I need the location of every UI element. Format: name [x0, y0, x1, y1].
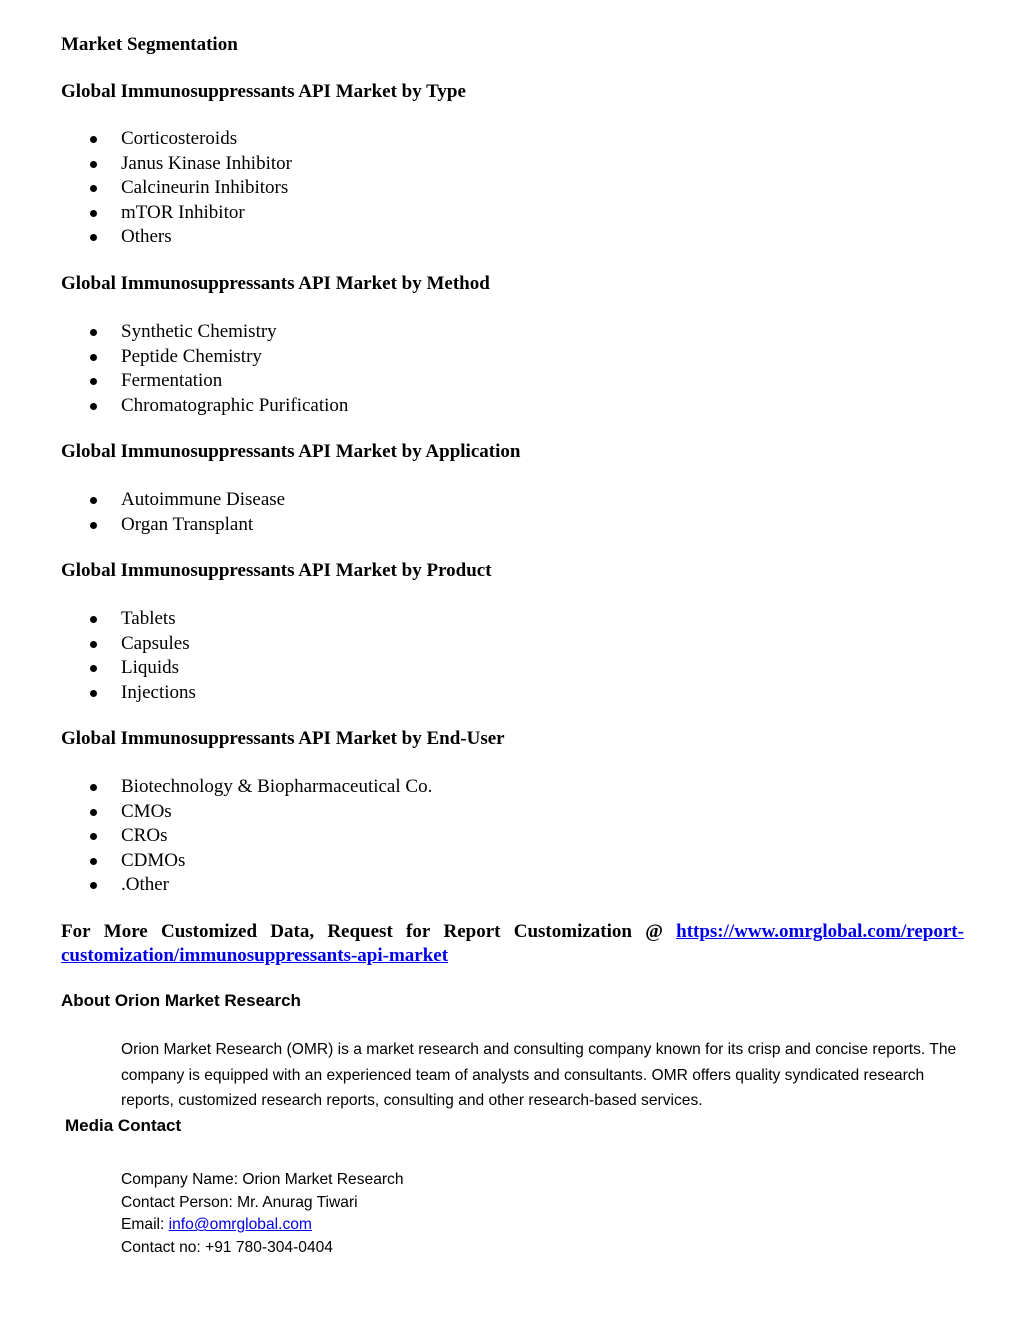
bullet-icon	[90, 665, 97, 672]
bullet-icon	[90, 858, 97, 865]
cta-word: Customization	[513, 921, 632, 942]
list-item: CMOs	[61, 800, 432, 825]
section-heading-end-user: Global Immunosuppressants API Market by End-User	[61, 728, 505, 749]
bullet-icon	[90, 354, 97, 361]
bullet-icon	[90, 136, 97, 143]
list-end-user	[61, 775, 432, 898]
list-item: Liquids	[61, 656, 196, 681]
list-item: CDMOs	[61, 849, 432, 874]
bullet-icon	[90, 329, 97, 336]
bullet-icon	[90, 833, 97, 840]
cta-word: @	[645, 921, 663, 942]
bullet-icon	[90, 784, 97, 791]
list-item: Injections	[61, 681, 196, 706]
bullet-icon	[90, 234, 97, 241]
list-product	[61, 607, 196, 705]
bullet-icon	[90, 641, 97, 648]
list-item: Capsules	[61, 632, 196, 657]
about-heading: About Orion Market Research	[61, 991, 301, 1010]
cta-word: Customized	[160, 921, 258, 942]
list-item: mTOR Inhibitor	[61, 201, 292, 226]
list-item: Chromatographic Purification	[61, 394, 348, 419]
list-item: Peptide Chemistry	[61, 345, 348, 370]
email-row	[121, 1214, 404, 1237]
cta-word: Request	[327, 921, 393, 942]
bullet-icon	[90, 210, 97, 217]
list-item: .Other	[61, 873, 432, 898]
list-application	[61, 488, 285, 537]
list-item: Others	[61, 225, 292, 250]
customization-link[interactable]: https://www.omrglobal.com/report-	[676, 921, 964, 942]
bullet-icon	[90, 882, 97, 889]
customization-cta	[61, 920, 964, 968]
list-item: Biotechnology & Biopharmaceutical Co.	[61, 775, 432, 800]
list-method	[61, 320, 348, 418]
bullet-icon	[90, 378, 97, 385]
media-contact-heading: Media Contact	[65, 1116, 182, 1135]
bullet-icon	[90, 690, 97, 697]
list-item: Synthetic Chemistry	[61, 320, 348, 345]
contact-number: Contact no: +91 780-304-0404	[121, 1238, 333, 1256]
bullet-icon	[90, 616, 97, 623]
cta-line-2	[61, 944, 964, 968]
list-item: Organ Transplant	[61, 513, 285, 538]
cta-word: More	[103, 921, 148, 942]
bullet-icon	[90, 403, 97, 410]
company-name: Company Name: Orion Market Research	[121, 1171, 404, 1188]
bullet-icon	[90, 161, 97, 168]
email-link[interactable]: info@omrglobal.com	[168, 1216, 312, 1234]
cta-word: Report	[443, 921, 501, 942]
cta-word: for	[406, 921, 431, 942]
page-title: Market Segmentation	[61, 34, 238, 55]
list-type	[61, 127, 292, 250]
cta-line-1	[61, 920, 964, 944]
bullet-icon	[90, 809, 97, 816]
cta-word: For	[61, 921, 91, 942]
cta-word: Data,	[270, 921, 315, 942]
media-contact-block	[121, 1169, 404, 1259]
contact-person: Contact Person: Mr. Anurag Tiwari	[121, 1193, 358, 1211]
bullet-icon	[90, 522, 97, 529]
list-item: CROs	[61, 824, 432, 849]
list-item: Autoimmune Disease	[61, 488, 285, 513]
about-paragraph: Orion Market Research (OMR) is a market research and consulting company known for its crisp and concise reports. The company is equipped with an experienced team of analysts and consultants. OMR offers quality syndicated research reports, customized research reports, consulting and other research-based services.	[121, 1041, 957, 1109]
section-heading-application: Global Immunosuppressants API Market by Application	[61, 441, 521, 462]
bullet-icon	[90, 497, 97, 504]
bullet-icon	[90, 185, 97, 192]
customization-link-continued[interactable]: customization/immunosuppressants-api-market	[61, 945, 449, 966]
section-heading-method: Global Immunosuppressants API Market by Method	[61, 273, 490, 294]
list-item: Corticosteroids	[61, 127, 292, 152]
list-item: Tablets	[61, 607, 196, 632]
list-item: Calcineurin Inhibitors	[61, 176, 292, 201]
list-item: Janus Kinase Inhibitor	[61, 152, 292, 177]
section-heading-product: Global Immunosuppressants API Market by Product	[61, 560, 492, 581]
email-label: Email:	[121, 1216, 169, 1234]
list-item: Fermentation	[61, 369, 348, 394]
section-heading-type: Global Immunosuppressants API Market by Type	[61, 81, 466, 102]
